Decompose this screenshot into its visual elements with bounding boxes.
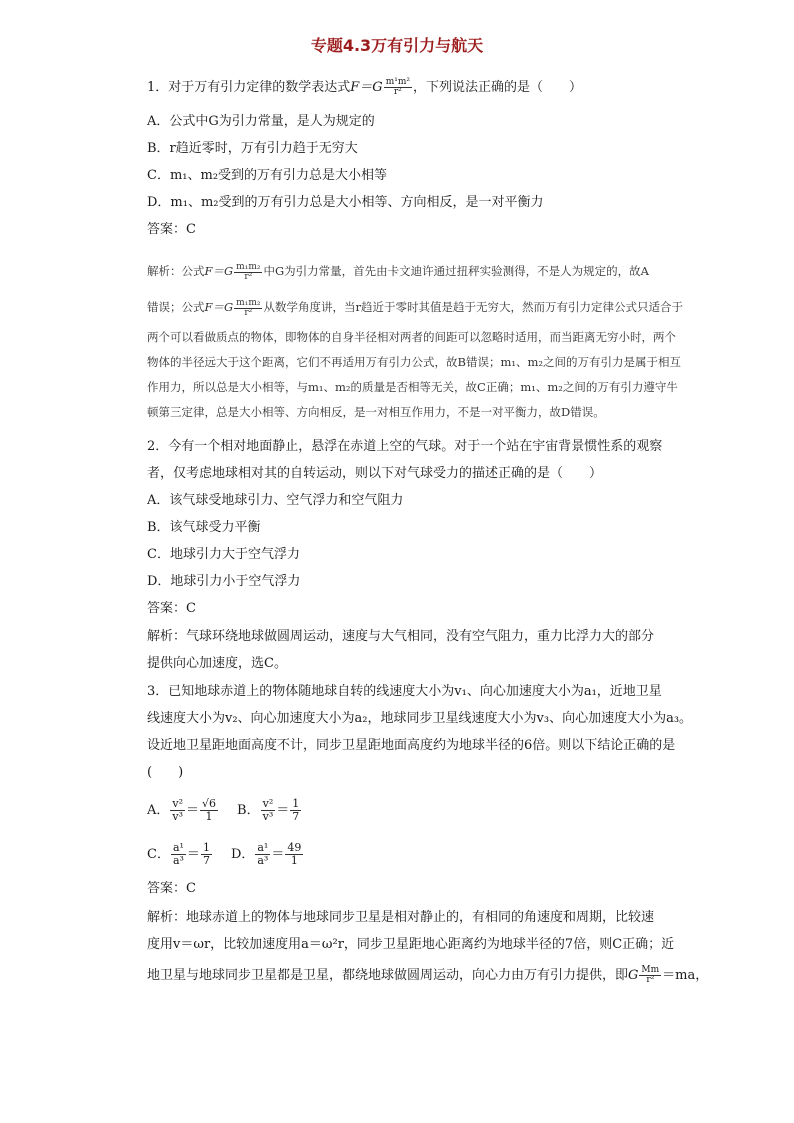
q1-option-b: B．r趋近零时，万有引力趋于无穷大 xyxy=(147,141,358,156)
q2-option-b: B．该气球受力平衡 xyxy=(147,520,261,535)
q2-option-c: C．地球引力大于空气浮力 xyxy=(147,547,300,562)
q1-analysis-line: 解析：公式F＝G $\frac{\text{m₁m₂}}{\text{r²}}$ 中G为引力常量，首先由卡文迪许通过扭秤实验测得，不是人为规定的，故A xyxy=(147,261,649,282)
q2-stem-line: 2．今有一个相对地面静止，悬浮在赤道上空的气球。对于一个站在宇宙背景惯性系的观察 xyxy=(147,439,663,454)
q2-stem-line: 者，仅考虑地球相对其的自转运动，则以下对气球受力的描述正确的是（ ） xyxy=(147,466,603,481)
q2-analysis-line: 解析：气球环绕地球做圆周运动，速度与大气相同，没有空气阻力，重力比浮力大的部分 xyxy=(147,629,655,644)
q3-answer: 答案：C xyxy=(147,881,196,896)
q3-analysis-line: 度用v＝ωr，比较加速度用a＝ω²r，同步卫星距地心距离约为地球半径的7倍，则C正确；近 xyxy=(147,937,675,952)
q3-analysis-line: 解析：地球赤道上的物体与地球同步卫星是相对静止的，有相同的角速度和周期，比较速 xyxy=(147,910,655,925)
q3-options-row-2 xyxy=(147,842,304,867)
q3-stem-line: 设近地卫星距地面高度不计，同步卫星距地面高度约为地球半径的6倍。则以下结论正确的是 xyxy=(147,738,676,753)
page-title: 专题4.3万有引力与航天 xyxy=(310,36,484,55)
q3-stem-line: 线速度大小为v₂、向心加速度大小为a₂，地球同步卫星线速度大小为v₃、向心加速度大小为a₃。 xyxy=(147,711,693,726)
q3-stem-line: ( ) xyxy=(147,765,184,780)
q1-formula-fraction: $\frac{\text{m¹m²}}{\text{r²}}$ xyxy=(385,77,410,97)
q1-analysis-line: 作用力，所以总是大小相等，与m₁、m₂的质量是否相等无关，故C正确；m₁、m₂之间的万有引力遵守牛 xyxy=(147,380,678,394)
q3-analysis-line: 地卫星与地球同步卫星都是卫星，都绕地球做圆周运动，向心力由万有引力提供，即G $\frac{Mm}{\text{r²}}$ ＝ma， xyxy=(147,965,709,985)
q3-stem-line: 3．已知地球赤道上的物体随地球自转的线速度大小为v₁、向心加速度大小为a₁，近地卫星 xyxy=(147,684,662,699)
q3-option-d: D． $\frac{\text{a¹}}{\text{a³}}$ ＝ $\frac{49}{1}$ xyxy=(230,841,302,867)
q3-analysis-fraction: $\frac{Mm}{\text{r²}}$ xyxy=(641,965,660,985)
q1-answer: 答案：C xyxy=(147,222,196,237)
q2-answer: 答案：C xyxy=(147,601,196,616)
q1-analysis-fraction: $\frac{\text{m₁m₂}}{\text{r²}}$ xyxy=(236,297,261,318)
q3-option-a: A． $\frac{\text{v²}}{\text{v³}}$ ＝ $\frac{√6}{1}$ xyxy=(147,797,217,823)
q1-analysis-line: 物体的半径远大于这个距离，它们不再适用万有引力公式，故B错误；m₁、m₂之间的万有引力是属于相互 xyxy=(147,355,681,369)
q1-option-a: A．公式中G为引力常量，是人为规定的 xyxy=(147,114,375,129)
q1-stem: 1．对于万有引力定律的数学表达式F＝G $\frac{\text{m¹m²}}{\text{r²}}$ ，下列说法正确的是（ ） xyxy=(147,77,582,97)
q1-analysis-line: 两个可以看做质点的物体，即物体的自身半径相对两者的间距可以忽略时适用，而当距离无穷小时，两个 xyxy=(147,330,676,344)
q2-analysis-line: 提供向心加速度，选C。 xyxy=(147,656,287,671)
q1-option-d: D．m₁、m₂受到的万有引力总是大小相等、方向相反，是一对平衡力 xyxy=(147,195,544,210)
q1-analysis-fraction: $\frac{\text{m₁m₂}}{\text{r²}}$ xyxy=(236,261,261,282)
q3-option-c: C． $\frac{\text{a¹}}{\text{a³}}$ ＝ $\frac{1}{7}$ xyxy=(147,841,210,867)
q1-option-c: C．m₁、m₂受到的万有引力总是大小相等 xyxy=(147,168,388,183)
q2-option-a: A．该气球受地球引力、空气浮力和空气阻力 xyxy=(147,493,404,508)
q2-option-d: D．地球引力小于空气浮力 xyxy=(147,574,301,589)
q1-analysis-line: 错误；公式F＝G $\frac{\text{m₁m₂}}{\text{r²}}$ 从数学角度讲，当r趋近于零时其值是趋于无穷大，然而万有引力定律公式只适合于 xyxy=(147,297,683,318)
q3-option-b: B． $\frac{\text{v²}}{\text{v³}}$ ＝ $\frac{1}{7}$ xyxy=(237,797,300,823)
q3-options-row-1 xyxy=(147,798,302,823)
q1-analysis-line: 顿第三定律，总是大小相等、方向相反，是一对相互作用力，不是一对平衡力，故D错误。 xyxy=(147,405,605,419)
